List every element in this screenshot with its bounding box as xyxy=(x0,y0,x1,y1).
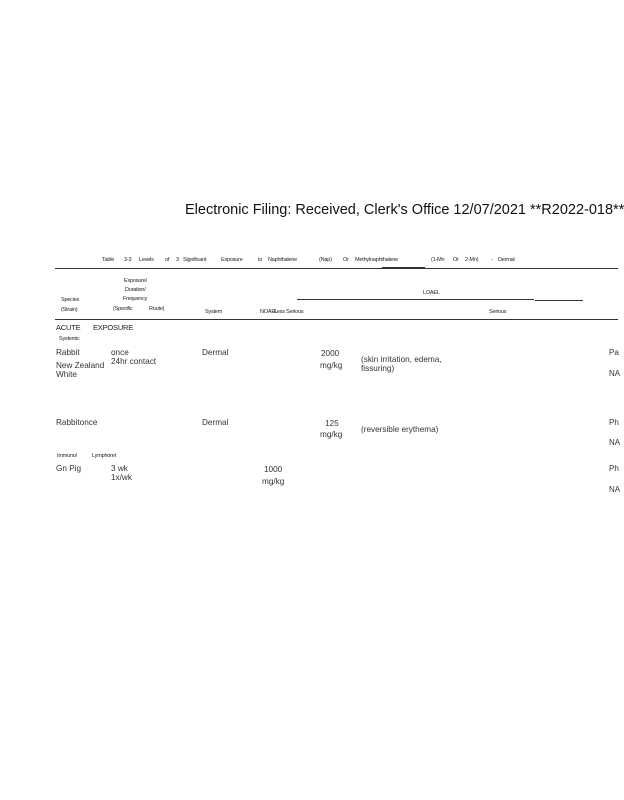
row-less-serious-unit: mg/kg xyxy=(320,430,343,439)
row-effect: (reversible erythema) xyxy=(361,425,439,434)
row-comment-cut: NA xyxy=(609,369,621,378)
row-exposure: 3 wk xyxy=(111,464,128,473)
row-comment-cut: NA xyxy=(609,485,621,494)
row-species: Rabbitonce xyxy=(56,418,98,427)
row-less-serious-unit: mg/kg xyxy=(320,361,343,370)
header-species: Species xyxy=(61,297,80,303)
header-frequency: Frequency xyxy=(123,296,148,302)
row-less-serious-value: 125 xyxy=(325,419,339,428)
title-word: - xyxy=(491,257,493,263)
title-word: (Nap) xyxy=(319,257,332,263)
row-reference-cut: Pa xyxy=(609,348,619,357)
row-system: Dermal xyxy=(202,348,229,357)
row-effect-detail: fissuring) xyxy=(361,364,395,373)
title-word: Or xyxy=(453,257,459,263)
header-loael: LOAEL xyxy=(423,290,440,296)
table-top-rule xyxy=(55,268,618,269)
section-acute: ACUTE xyxy=(56,323,81,332)
header-serious: Serious xyxy=(489,309,507,315)
title-word: to xyxy=(258,257,263,263)
title-word: of xyxy=(165,257,170,263)
title-word: Exposure xyxy=(221,257,243,263)
row-exposure: once xyxy=(111,348,129,357)
title-word: Levels xyxy=(139,257,154,263)
title-word: Table xyxy=(102,257,115,263)
header-duration: Duration/ xyxy=(125,287,146,293)
title-word: Dermal xyxy=(498,257,515,263)
row-reference-cut: Ph xyxy=(609,464,619,473)
loael-rule xyxy=(297,299,534,300)
title-word: 3 xyxy=(176,257,179,263)
row-reference-cut: Ph xyxy=(609,418,619,427)
title-word: Naphthalene xyxy=(268,257,297,263)
row-noael-unit: mg/kg xyxy=(262,477,285,486)
row-exposure-detail: 1x/wk xyxy=(111,473,132,482)
row-species: Gn Pig xyxy=(56,464,82,473)
section-systemic: Systemic xyxy=(59,336,80,342)
header-exposure: Exposure/ xyxy=(124,278,147,284)
loael-rule-right xyxy=(535,300,583,301)
header-specific: (Specific xyxy=(113,306,133,312)
header-strain: (Strain) xyxy=(61,307,78,313)
header-route: Route) xyxy=(149,306,165,312)
header-system: System xyxy=(205,309,223,315)
row-species: Rabbit xyxy=(56,348,80,357)
row-less-serious-value: 2000 xyxy=(321,349,340,358)
row-noael-value: 1000 xyxy=(264,465,283,474)
header-less-serious: Less Serious xyxy=(274,309,304,315)
row-strain: New Zealand White xyxy=(56,361,105,379)
section-immuno: Immuno/ xyxy=(57,453,77,459)
title-word: Methylnaphthalene xyxy=(355,257,399,263)
section-lymphoret: Lymphoret xyxy=(92,453,116,459)
title-word: 2-Mn) xyxy=(465,257,479,263)
row-system: Dermal xyxy=(202,418,229,427)
row-exposure-detail: 24hr contact xyxy=(111,357,157,366)
section-exposure: EXPOSURE xyxy=(93,323,134,332)
title-word: Significant xyxy=(183,257,207,263)
row-effect: (skin irritation, edema, xyxy=(361,355,442,364)
filing-stamp: Electronic Filing: Received, Clerk's Office 12/07/2021 **R2022-018** xyxy=(185,202,624,218)
row-comment-cut: NA xyxy=(609,438,621,447)
title-word: 3-3 xyxy=(124,257,132,263)
header-noael: NOAEL xyxy=(260,309,278,315)
header-bottom-rule xyxy=(55,319,618,320)
title-word: Or xyxy=(343,257,349,263)
title-word: (1-Mn xyxy=(431,257,445,263)
